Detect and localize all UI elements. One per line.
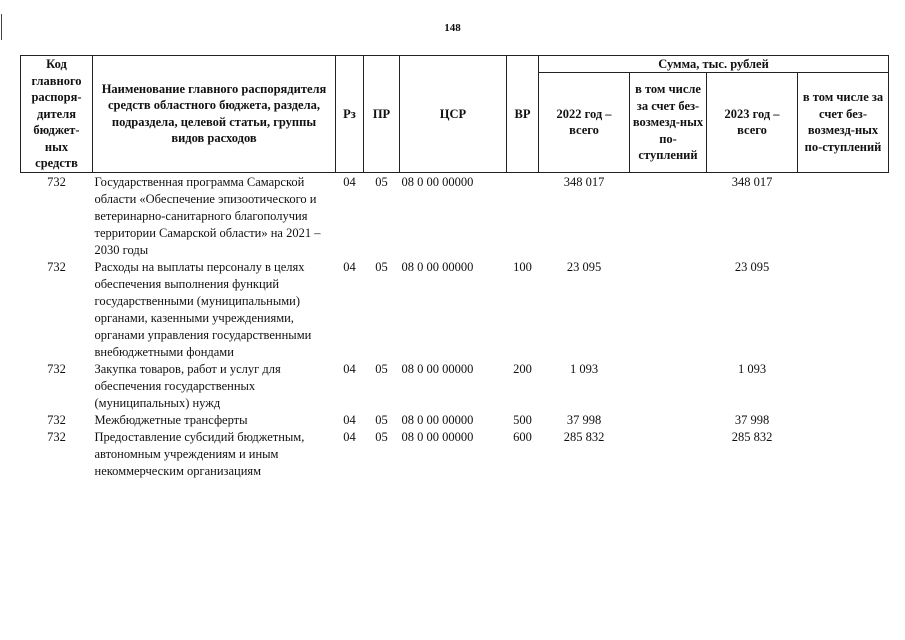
cell-pr: 05 xyxy=(375,174,388,189)
cell-total-2022: 37 998 xyxy=(566,412,602,427)
cell-csr: 08 0 00 00000 xyxy=(401,361,474,376)
cell-total-2023: 348 017 xyxy=(731,174,773,189)
cell-vr: 200 xyxy=(513,361,532,376)
table-row xyxy=(21,172,889,259)
cell-free-2023 xyxy=(798,172,889,259)
cell-vr: 500 xyxy=(513,412,532,427)
cell-code: 732 xyxy=(47,412,66,427)
cell-rz: 04 xyxy=(343,174,356,189)
cell-csr: 08 0 00 00000 xyxy=(401,174,474,189)
header-vr: ВР xyxy=(507,56,539,173)
cell-csr: 08 0 00 00000 xyxy=(401,429,474,444)
header-pr: ПР xyxy=(364,56,400,173)
header-free-2023: в том числе за счет без-возмезд-ных по-ступлений xyxy=(798,73,889,173)
cell-rz: 04 xyxy=(343,361,356,376)
cell-pr: 05 xyxy=(375,259,388,274)
cell-total-2022: 285 832 xyxy=(563,429,605,444)
cell-total-2023: 285 832 xyxy=(731,429,773,444)
table-row xyxy=(21,259,889,361)
cell-total-2023: 37 998 xyxy=(734,412,770,427)
cell-csr: 08 0 00 00000 xyxy=(401,259,474,274)
cell-code: 732 xyxy=(47,174,66,189)
page-number: 148 xyxy=(444,22,461,34)
cell-free-2023 xyxy=(798,259,889,361)
cell-free-2023 xyxy=(798,429,889,480)
cell-code: 732 xyxy=(47,259,66,274)
cell-vr: 600 xyxy=(513,429,532,444)
cell-code: 732 xyxy=(47,361,66,376)
header-sum-group: Сумма, тыс. рублей xyxy=(539,56,889,73)
cell-total-2022: 23 095 xyxy=(566,259,602,274)
cell-free-2023 xyxy=(798,361,889,412)
cell-free-2022 xyxy=(630,361,707,412)
cell-free-2023 xyxy=(798,412,889,429)
cell-rz: 04 xyxy=(343,429,356,444)
table-row xyxy=(21,429,889,480)
cell-total-2023: 23 095 xyxy=(734,259,770,274)
cell-pr: 05 xyxy=(375,412,388,427)
cell-total-2022: 1 093 xyxy=(569,361,599,376)
header-rz: Рз xyxy=(336,56,364,173)
header-csr: ЦСР xyxy=(400,56,507,173)
header-code: Код главного распоря-дителя бюджет-ных средств xyxy=(21,56,93,173)
table-row xyxy=(21,412,889,429)
cell-rz: 04 xyxy=(343,259,356,274)
table-row xyxy=(21,361,889,412)
header-total-2022: 2022 год – всего xyxy=(539,73,630,173)
cell-pr: 05 xyxy=(375,429,388,444)
cell-vr xyxy=(507,172,539,259)
cell-total-2023: 1 093 xyxy=(737,361,767,376)
cell-code: 732 xyxy=(47,429,66,444)
cell-pr: 05 xyxy=(375,361,388,376)
table-body xyxy=(21,172,889,480)
cell-name: Закупка товаров, работ и услуг для обеспечения государственных (муниципальных) нужд xyxy=(94,361,281,410)
cell-total-2022: 348 017 xyxy=(563,174,605,189)
cell-free-2022 xyxy=(630,412,707,429)
cell-name: Предоставление субсидий бюджетным, автономным учреждениям и иным некоммерческим организациям xyxy=(94,429,305,478)
budget-table xyxy=(20,55,889,480)
cell-free-2022 xyxy=(630,429,707,480)
cell-csr: 08 0 00 00000 xyxy=(401,412,474,427)
cell-free-2022 xyxy=(630,259,707,361)
cell-name: Межбюджетные трансферты xyxy=(94,412,248,427)
header-total-2023: 2023 год – всего xyxy=(707,73,798,173)
cell-free-2022 xyxy=(630,172,707,259)
cell-name: Расходы на выплаты персоналу в целях обеспечения выполнения функций государственными (муниципальными) органами, казенными учреждениями, органами управления государственными внебюджетными фондами xyxy=(94,259,312,359)
table-header xyxy=(21,56,889,173)
header-name: Наименование главного распорядителя средств областного бюджета, раздела, подраздела, целевой статьи, группы видов расходов xyxy=(93,56,336,173)
cell-vr: 100 xyxy=(513,259,532,274)
header-free-2022: в том числе за счет без-возмезд-ных по-ступлений xyxy=(630,73,707,173)
cell-rz: 04 xyxy=(343,412,356,427)
cell-name: Государственная программа Самарской области «Обеспечение эпизоотического и ветеринарно-санитарного благополучия территории Самарской области» на 2021 – 2030 годы xyxy=(94,174,321,257)
